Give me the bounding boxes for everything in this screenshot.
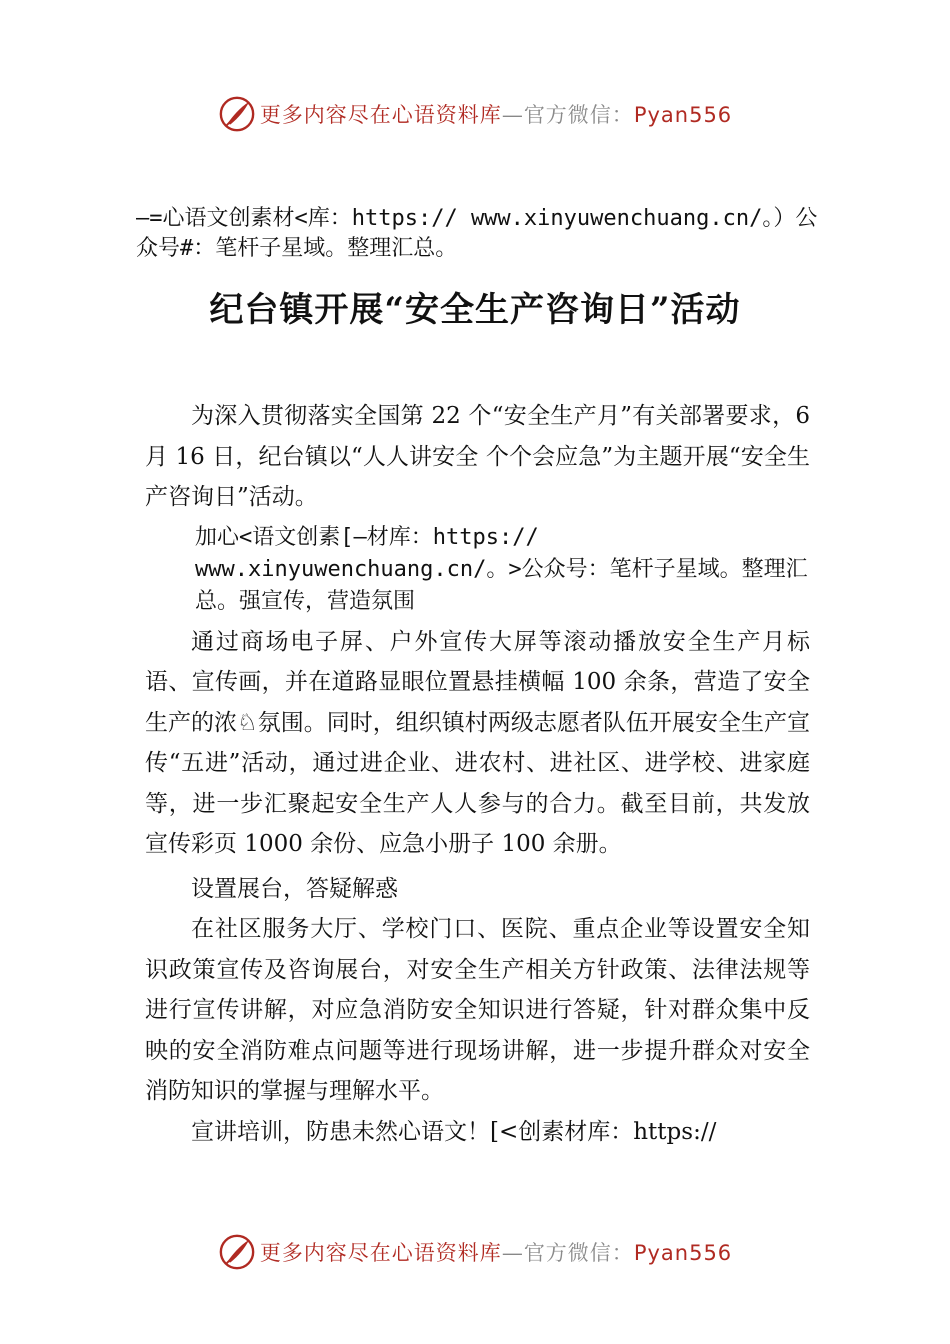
banner-text	[260, 1237, 732, 1267]
banner-site-text: 更多内容尽在心语资料库	[259, 103, 502, 127]
source-note: —=心语文创素材<库：https:// www.xinyuwenchuang.cn/。）公众号#：笔杆子星域。整理汇总。	[136, 206, 818, 261]
banner-text	[260, 99, 732, 129]
article-body	[145, 396, 810, 1152]
banner-wechat-id: Pyan556	[633, 1241, 733, 1265]
paragraph-intro: 为深入贯彻落实全国第 22 个“安全生产月”有关部署要求，6 月 16 日，纪台镇以“人人讲安全 个个会应急”为主题开展“安全生产咨询日”活动。	[145, 403, 810, 510]
quill-pen-logo-icon	[218, 95, 256, 133]
banner-separator: —	[501, 1241, 524, 1265]
paragraph-booth: 在社区服务大厅、学校门口、医院、重点企业等设置安全知识政策宣传及咨询展台，对安全生产相关方针政策、法律法规等进行宣传讲解，对应急消防安全知识进行答疑，针对群众集中反映的安全消防难点问题等进行现场讲解，进一步提升群众对安全消防知识的掌握与理解水平。	[145, 916, 810, 1104]
banner-wechat-label: 官方微信：	[523, 1241, 634, 1265]
banner-site-text: 更多内容尽在心语资料库	[259, 1241, 502, 1265]
banner-separator: —	[501, 103, 524, 127]
quill-pen-logo-icon	[218, 1233, 256, 1271]
paragraph-publicity: 通过商场电子屏、户外宣传大屏等滚动播放安全生产月标语、宣传画，并在道路显眼位置悬挂横幅 100 余条，营造了安全生产的浓♘氛围。同时，组织镇村两级志愿者队伍开展安全生产宣传“五进”活动，通过进企业、进农村、进社区、进学校、进家庭等，进一步汇聚起安全生产人人参与的合力。截至目前，共发放宣传彩页 1000 余份、应急小册子 100 余册。	[145, 628, 810, 857]
footer-banner	[0, 1230, 950, 1274]
section-heading-booth: 设置展台，答疑解惑	[191, 875, 398, 902]
banner-wechat-id: Pyan556	[633, 103, 733, 127]
banner-wechat-label: 官方微信：	[523, 103, 634, 127]
paragraph-source-watermark: 加心<语文创素[—材库：https:// www.xinyuwenchuang.cn/。>公众号：笔杆子星域。整理汇总。强宣传，营造氛围	[195, 524, 808, 614]
page-title: 纪台镇开展“安全生产咨询日”活动	[209, 290, 741, 330]
header-banner	[0, 92, 950, 136]
section-heading-training: 宣讲培训，防患未然心语文！[<创素材库：https://	[191, 1118, 717, 1145]
